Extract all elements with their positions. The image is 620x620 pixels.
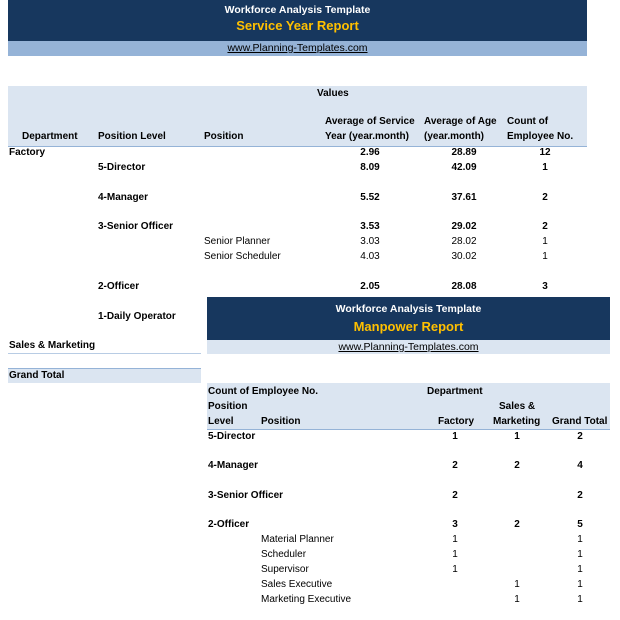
col-avg-age-line1: Average of Age [424, 116, 497, 127]
values-label: Values [317, 88, 349, 99]
mp-col-sales-line1: Sales & [499, 401, 536, 412]
mp-col-count: Count of Employee No. [208, 386, 318, 397]
mp-position-label: Supervisor [261, 564, 309, 575]
grand-total-line [8, 368, 201, 369]
mp-col-position: Position [261, 416, 301, 427]
col-count-line1: Count of [507, 116, 549, 127]
level-label: 5-Director [98, 162, 146, 173]
mp-level-label: 5-Director [208, 431, 256, 442]
service-template-title: Workforce Analysis Template [224, 4, 371, 16]
level-service: 2.05 [360, 281, 380, 292]
mp-position-total: 1 [577, 534, 583, 545]
level-age: 28.08 [451, 281, 477, 292]
mp-position-factory: 1 [452, 564, 458, 575]
service-table-header-band [8, 86, 587, 146]
level-label: 1-Daily Operator [98, 311, 176, 322]
level-count: 1 [542, 162, 548, 173]
col-position-level: Position Level [98, 131, 166, 142]
position-service: 3.03 [360, 236, 380, 247]
dept-factory: Factory [9, 147, 46, 158]
mp-level-sales: 1 [514, 431, 520, 442]
mp-position-total: 1 [577, 579, 583, 590]
service-report-header [8, 0, 587, 41]
col-avg-service-line2: Year (year.month) [325, 131, 409, 142]
mp-col-position-top: Position [208, 401, 248, 412]
position-service: 4.03 [360, 251, 380, 262]
level-count: 2 [542, 221, 548, 232]
level-count: 3 [542, 281, 548, 292]
factory-service: 2.96 [360, 147, 380, 158]
mp-position-total: 1 [577, 594, 583, 605]
position-label: Senior Planner [204, 236, 271, 247]
level-age: 42.09 [451, 162, 477, 173]
mp-col-factory: Factory [438, 416, 475, 427]
position-age: 30.02 [451, 251, 477, 262]
mp-position-label: Marketing Executive [261, 594, 352, 605]
col-position: Position [204, 131, 244, 142]
manpower-report-header [207, 297, 610, 340]
mp-level-total: 2 [577, 490, 583, 501]
level-label: 4-Manager [98, 192, 149, 203]
mp-position-label: Scheduler [261, 549, 307, 560]
mp-level-label: 4-Manager [208, 460, 259, 471]
mp-col-grand-total: Grand Total [552, 416, 608, 427]
position-label: Senior Scheduler [204, 251, 281, 262]
dept-sales-marketing: Sales & Marketing [9, 340, 96, 351]
service-header-underline [8, 146, 587, 147]
mp-position-total: 1 [577, 564, 583, 575]
mp-level-sales: 2 [514, 460, 520, 471]
level-service: 5.52 [360, 192, 380, 203]
mp-level-total: 2 [577, 431, 583, 442]
col-avg-age-line2: (year.month) [424, 131, 485, 142]
manpower-report-url-bar [207, 340, 610, 354]
mp-position-factory: 1 [452, 534, 458, 545]
mp-level-total: 4 [577, 460, 583, 471]
manpower-template-title: Workforce Analysis Template [335, 303, 482, 315]
mp-level-factory: 3 [452, 519, 458, 530]
col-department: Department [22, 131, 78, 142]
col-count-line2: Employee No. [507, 131, 574, 142]
level-service: 3.53 [360, 221, 380, 232]
mp-position-sales: 1 [514, 594, 520, 605]
service-report-url-link[interactable]: www.Planning-Templates.com [227, 42, 368, 54]
level-label: 2-Officer [98, 281, 140, 292]
mp-col-level: Level [208, 416, 234, 427]
level-count: 2 [542, 192, 548, 203]
manpower-report-url-link[interactable]: www.Planning-Templates.com [338, 341, 479, 353]
mp-level-total: 5 [577, 519, 583, 530]
level-label: 3-Senior Officer [98, 221, 174, 232]
manpower-report-title: Manpower Report [353, 319, 464, 334]
mp-level-label: 3-Senior Officer [208, 490, 284, 501]
mp-level-factory: 2 [452, 460, 458, 471]
position-age: 28.02 [451, 236, 477, 247]
factory-count: 12 [539, 147, 551, 158]
mp-level-factory: 1 [452, 431, 458, 442]
mp-position-sales: 1 [514, 579, 520, 590]
mp-position-factory: 1 [452, 549, 458, 560]
mp-level-sales: 2 [514, 519, 520, 530]
level-service: 8.09 [360, 162, 380, 173]
level-age: 37.61 [451, 192, 477, 203]
sales-marketing-underline [8, 353, 201, 354]
mp-position-total: 1 [577, 549, 583, 560]
mp-col-sales-line2: Marketing [493, 416, 541, 427]
manpower-header-underline [207, 429, 610, 430]
service-report-title: Service Year Report [236, 18, 359, 33]
service-report-url-bar [8, 41, 587, 56]
mp-position-label: Sales Executive [261, 579, 333, 590]
position-count: 1 [542, 251, 548, 262]
level-age: 29.02 [451, 221, 477, 232]
mp-position-label: Material Planner [261, 534, 334, 545]
position-count: 1 [542, 236, 548, 247]
grand-total-label: Grand Total [9, 370, 65, 381]
mp-level-label: 2-Officer [208, 519, 250, 530]
mp-level-factory: 2 [452, 490, 458, 501]
mp-col-department: Department [427, 386, 483, 397]
factory-age: 28.89 [451, 147, 477, 158]
col-avg-service-line1: Average of Service [325, 116, 415, 127]
